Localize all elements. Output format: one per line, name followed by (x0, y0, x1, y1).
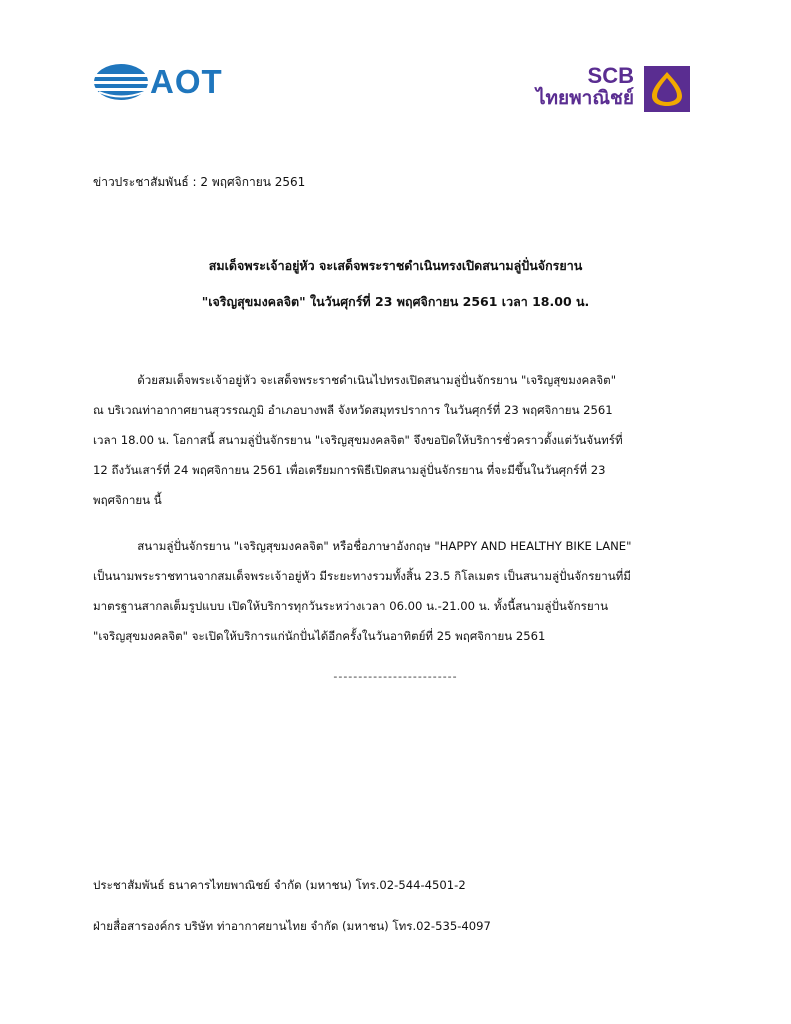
paragraph-line: มาตรฐานสากลเต็มรูปแบบ เปิดให้บริการทุกวันระหว่างเวลา 06.00 น.-21.00 น. ทั้งนี้สนามลู่ปั่นจักรยาน (93, 599, 609, 613)
scb-emblem-icon (644, 66, 690, 112)
paragraph-line: สนามลู่ปั่นจักรยาน "เจริญสุขมงคลจิต" หรือชื่อภาษาอังกฤษ "HAPPY AND HEALTHY BIKE LANE" (93, 539, 632, 553)
scb-logo (530, 64, 690, 112)
aot-logo-text: AOT (150, 63, 223, 100)
body-paragraph-1 (93, 371, 703, 521)
scb-logo-text-th: ไทยพาณิชย์ (535, 88, 634, 109)
paragraph-line: ด้วยสมเด็จพระเจ้าอยู่หัว จะเสด็จพระราชดำเนินไปทรงเปิดสนามลู่ปั่นจักรยาน "เจริญสุขมงคลจิต" (93, 373, 617, 387)
contact-aot: ฝ่ายสื่อสารองค์กร บริษัท ท่าอากาศยานไทย จำกัด (มหาชน) โทร.02-535-4097 (93, 919, 491, 933)
paragraph-line: พฤศจิกายน นี้ (93, 493, 162, 507)
paragraph-line: 12 ถึงวันเสาร์ที่ 24 พฤศจิกายน 2561 เพื่อเตรียมการพิธีเปิดสนามลู่ปั่นจักรยาน ที่จะมีขึ้นในวันศุกร์ที่ 23 (93, 463, 606, 477)
headline-line-2: "เจริญสุขมงคลจิต" ในวันศุกร์ที่ 23 พฤศจิกายน 2561 เวลา 18.00 น. (201, 294, 590, 309)
scb-logo-text-en: SCB (587, 63, 634, 88)
paragraph-line: ณ บริเวณท่าอากาศยานสุวรรณภูมิ อำเภอบางพลี จังหวัดสมุทรปราการ ในวันศุกร์ที่ 23 พฤศจิกายน 2561 (93, 403, 613, 417)
paragraph-line: "เจริญสุขมงคลจิต" จะเปิดให้บริการแก่นักปั่นได้อีกครั้งในวันอาทิตย์ที่ 25 พฤศจิกายน 2561 (93, 629, 546, 643)
paragraph-line: เวลา 18.00 น. โอกาสนี้ สนามลู่ปั่นจักรยาน "เจริญสุขมงคลจิต" จึงขอปิดให้บริการชั่วคราวตั้งแต่วันจันทร์ที่ (93, 433, 623, 447)
aot-emblem-icon (93, 62, 153, 102)
press-release-dateline: ข่าวประชาสัมพันธ์ : 2 พฤศจิกายน 2561 (93, 175, 306, 189)
paragraph-line: เป็นนามพระราชทานจากสมเด็จพระเจ้าอยู่หัว มีระยะทางรวมทั้งสิ้น 23.5 กิโลเมตร เป็นสนามลู่ปั่นจักรยานที่มี (93, 569, 631, 583)
contact-scb: ประชาสัมพันธ์ ธนาคารไทยพาณิชย์ จำกัด (มหาชน) โทร.02-544-4501-2 (93, 878, 466, 892)
body-paragraph-2 (93, 537, 703, 657)
separator-line: ------------------------- (333, 670, 458, 683)
headline-line-1: สมเด็จพระเจ้าอยู่หัว จะเสด็จพระราชดำเนินทรงเปิดสนามลู่ปั่นจักรยาน (208, 258, 583, 273)
